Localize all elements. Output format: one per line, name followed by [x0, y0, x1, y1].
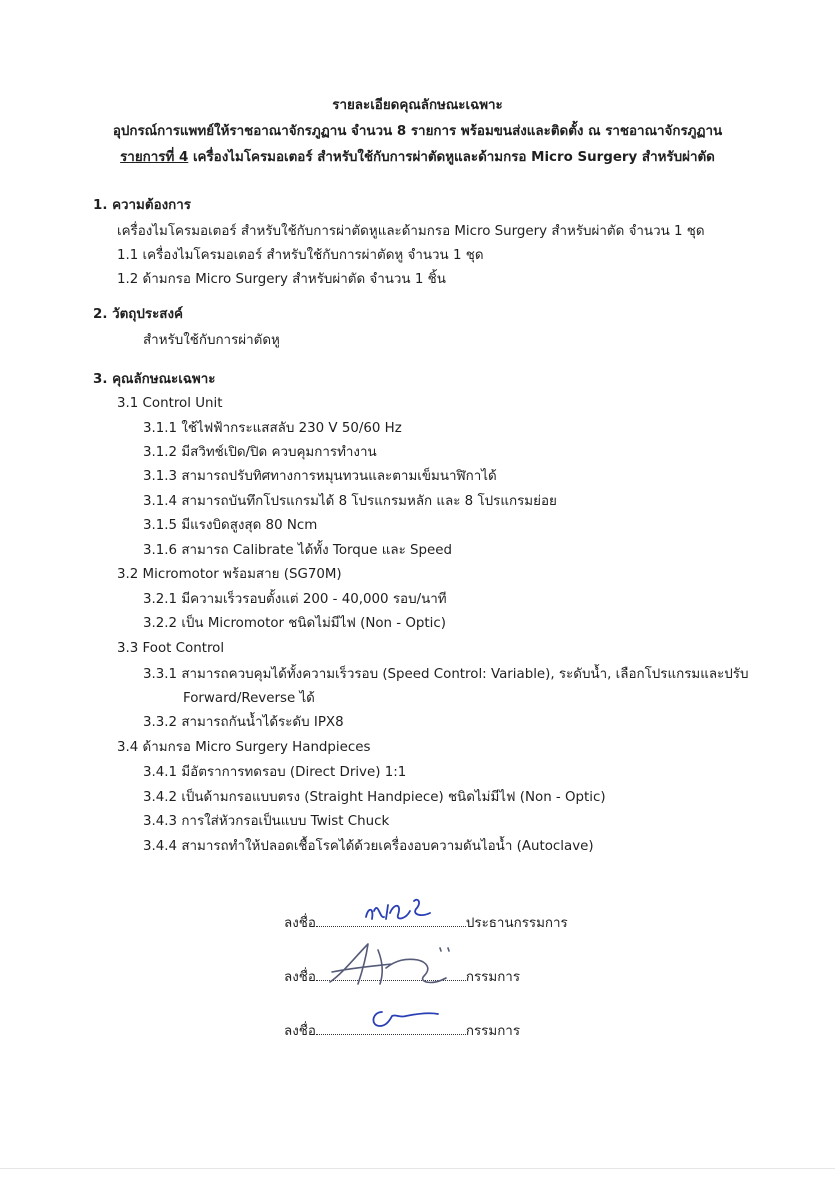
- spec-3-3-2: 3.3.2 สามารถกันน้ำได้ระดับ IPX8: [143, 715, 344, 730]
- sign-label: ลงชื่อ: [284, 970, 316, 985]
- sign-label: ลงชื่อ: [284, 916, 316, 931]
- spec-3-2-2: 3.2.2 เป็น Micromotor ชนิดไม่มีไฟ (Non - Optic): [143, 616, 446, 631]
- signature-member-1: [322, 938, 462, 990]
- signature-member-2: [366, 1004, 446, 1034]
- spec-3-2-1: 3.2.1 มีความเร็วรอบตั้งแต่ 200 - 40,000 รอบ/นาที: [143, 592, 447, 607]
- section-1-item-1: 1.1 เครื่องไมโครมอเตอร์ สำหรับใช้กับการผ่าตัดหู จำนวน 1 ชุด: [117, 248, 484, 263]
- subsection-3-3: 3.3 Foot Control: [117, 641, 225, 656]
- document-title: รายละเอียดคุณลักษณะเฉพาะ: [332, 98, 503, 113]
- spec-3-4-1: 3.4.1 มีอัตราการทดรอบ (Direct Drive) 1:1: [143, 765, 407, 780]
- scan-edge: [0, 1168, 835, 1169]
- spec-3-1-4: 3.1.4 สามารถบันทึกโปรแกรมได้ 8 โปรแกรมหลัก และ 8 โปรแกรมย่อย: [143, 494, 557, 509]
- spec-3-1-5: 3.1.5 มีแรงบิดสูงสุด 80 Ncm: [143, 518, 318, 533]
- spec-3-1-3: 3.1.3 สามารถปรับทิศทางการหมุนทวนและตามเข็มนาฬิกาได้: [143, 469, 497, 484]
- item-number: รายการที่ 4: [120, 150, 189, 165]
- signature-chair: [360, 893, 440, 927]
- item-line: [0, 149, 835, 167]
- item-description: เครื่องไมโครมอเตอร์ สำหรับใช้กับการผ่าตัดหูและด้ามกรอ Micro Surgery สำหรับผ่าตัด: [188, 150, 715, 165]
- role-label-member-2: กรรมการ: [465, 1024, 521, 1039]
- section-2-heading: 2. วัตถุประสงค์: [93, 307, 183, 322]
- spec-3-3-1: 3.3.1 สามารถควบคุมได้ทั้งความเร็วรอบ (Speed Control: Variable), ระดับน้ำ, เลือกโปรแกรมและปรับ: [143, 667, 749, 682]
- section-2-body: สำหรับใช้กับการผ่าตัดหู: [143, 333, 280, 348]
- spec-3-1-1: 3.1.1 ใช้ไฟฟ้ากระแสสลับ 230 V 50/60 Hz: [143, 421, 402, 436]
- subsection-3-1: 3.1 Control Unit: [117, 396, 223, 411]
- spec-3-1-6: 3.1.6 สามารถ Calibrate ได้ทั้ง Torque และ Speed: [143, 543, 453, 558]
- section-1-item-2: 1.2 ด้ามกรอ Micro Surgery สำหรับผ่าตัด จำนวน 1 ชิ้น: [117, 272, 446, 287]
- document-subtitle: อุปกรณ์การแพทย์ให้ราชอาณาจักรภูฏาน จำนวน 8 รายการ พร้อมขนส่งและติดตั้ง ณ ราชอาณาจักรภูฏาน: [112, 124, 723, 139]
- spec-3-4-2: 3.4.2 เป็นด้ามกรอแบบตรง (Straight Handpiece) ชนิดไม่มีไฟ (Non - Optic): [143, 790, 606, 805]
- subsection-3-2: 3.2 Micromotor พร้อมสาย (SG70M): [117, 567, 342, 582]
- role-label-chair: ประธานกรรมการ: [465, 916, 568, 931]
- section-1-body: เครื่องไมโครมอเตอร์ สำหรับใช้กับการผ่าตัดหูและด้ามกรอ Micro Surgery สำหรับผ่าตัด จำนวน 1 ชุด: [117, 224, 705, 239]
- spec-3-1-2: 3.1.2 มีสวิทช์เปิด/ปิด ควบคุมการทำงาน: [143, 445, 377, 460]
- sign-label: ลงชื่อ: [284, 1024, 316, 1039]
- subsection-3-4: 3.4 ด้ามกรอ Micro Surgery Handpieces: [117, 740, 371, 755]
- section-1-heading: 1. ความต้องการ: [93, 198, 191, 213]
- spec-3-4-4: 3.4.4 สามารถทำให้ปลอดเชื้อโรคได้ด้วยเครื่องอบความดันไอน้ำ (Autoclave): [143, 839, 594, 854]
- role-label-member-1: กรรมการ: [465, 970, 521, 985]
- section-3-heading: 3. คุณลักษณะเฉพาะ: [93, 372, 216, 387]
- spec-3-4-3: 3.4.3 การใส่หัวกรอเป็นแบบ Twist Chuck: [143, 814, 390, 829]
- spec-3-3-1-continued: Forward/Reverse ได้: [183, 691, 315, 706]
